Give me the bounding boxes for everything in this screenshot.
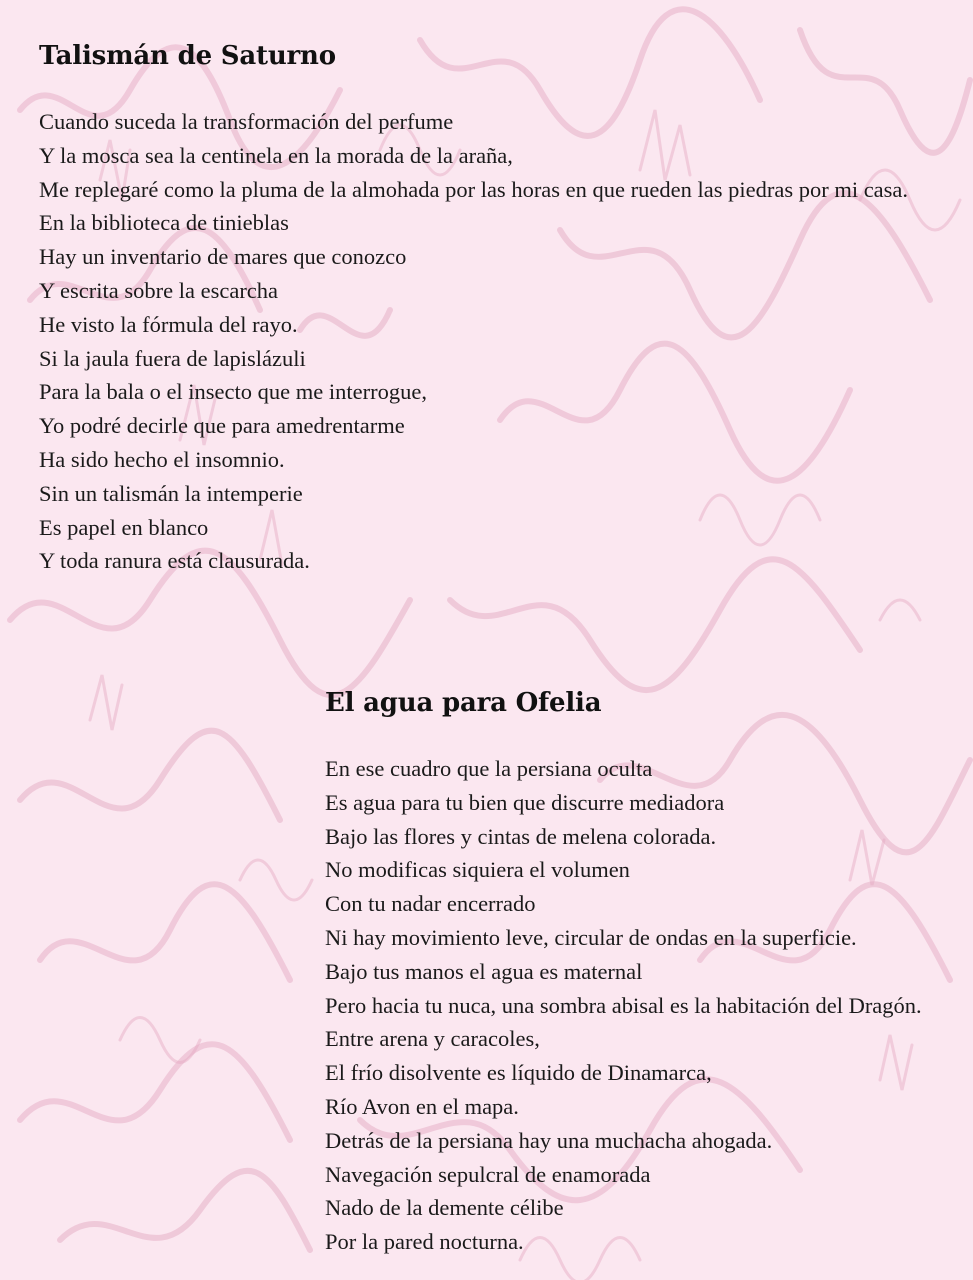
verse-line: Me replegaré como la pluma de la almohada por las horas en que rueden las piedras por mi casa. (39, 176, 909, 202)
verse-line: Entre arena y caracoles, (325, 1026, 540, 1052)
verse-line: En la biblioteca de tinieblas (39, 210, 289, 236)
verse-line: Ni hay movimiento leve, circular de ondas en la superficie. (325, 924, 857, 950)
poem-talisman-de-saturno (39, 41, 908, 578)
verse-line: Por la pared nocturna. (325, 1229, 524, 1255)
poem-title: El agua para Ofelia (325, 688, 602, 718)
poem-el-agua-para-ofelia (325, 688, 922, 1259)
verse-line: En ese cuadro que la persiana oculta (325, 756, 653, 781)
verse-line: Y escrita sobre la escarcha (39, 277, 279, 303)
verse-line: He visto la fórmula del rayo. (39, 311, 298, 337)
verse-line: Río Avon en el mapa. (325, 1093, 519, 1119)
verse-line: Cuando suceda la transformación del perfume (39, 109, 454, 134)
verse-line: Bajo tus manos el agua es maternal (325, 958, 643, 984)
verse-line: Es agua para tu bien que discurre mediadora (325, 789, 725, 815)
verse-line: El frío disolvente es líquido de Dinamarca, (325, 1060, 712, 1086)
verse-line: No modificas siquiera el volumen (325, 857, 630, 883)
verse-line: Y la mosca sea la centinela en la morada de la araña, (39, 142, 513, 168)
poem-title: Talismán de Saturno (39, 41, 336, 71)
poem-body (325, 752, 922, 1259)
verse-line: Sin un talismán la intemperie (39, 480, 303, 506)
verse-line: Y toda ranura está clausurada. (39, 548, 310, 574)
verse-line: Pero hacia tu nuca, una sombra abisal es la habitación del Dragón. (325, 992, 922, 1018)
verse-line: Yo podré decirle que para amedrentarme (39, 413, 405, 439)
poem-body (39, 105, 908, 578)
verse-line: Bajo las flores y cintas de melena colorada. (325, 823, 717, 849)
verse-line: Si la jaula fuera de lapislázuli (39, 345, 306, 371)
verse-line: Es papel en blanco (39, 514, 209, 540)
verse-line: Con tu nadar encerrado (325, 891, 536, 917)
verse-line: Detrás de la persiana hay una muchacha ahogada. (325, 1127, 773, 1153)
verse-line: Hay un inventario de mares que conozco (39, 244, 407, 270)
verse-line: Ha sido hecho el insomnio. (39, 446, 285, 472)
verse-line: Navegación sepulcral de enamorada (325, 1161, 651, 1187)
verse-line: Nado de la demente célibe (325, 1195, 564, 1221)
verse-line: Para la bala o el insecto que me interrogue, (39, 379, 427, 405)
